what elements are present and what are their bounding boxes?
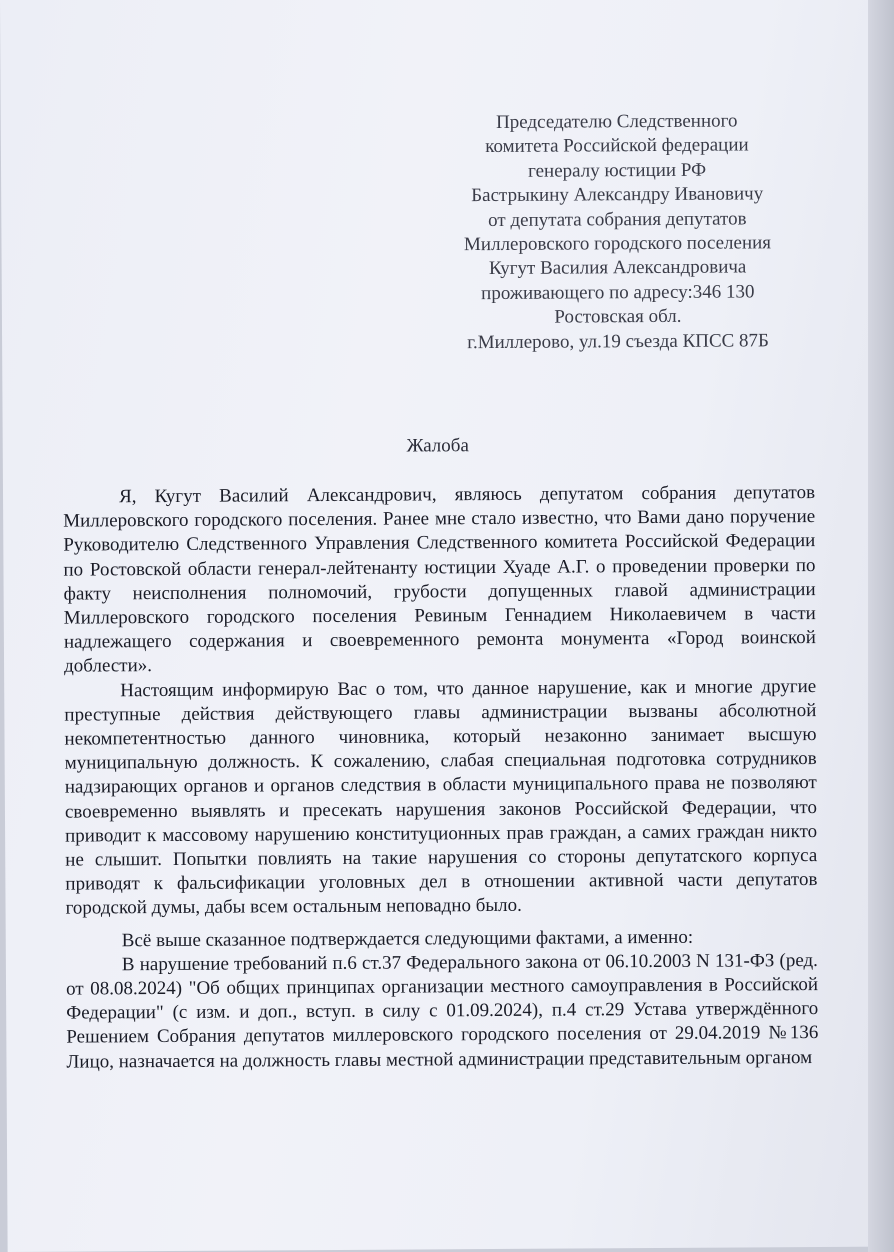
addressee-line: г.Миллерово, ул.19 съезда КПСС 87Б — [467, 329, 770, 353]
addressee-line: Миллеровского городского поселения — [463, 232, 772, 256]
page-edge-shadow — [868, 0, 894, 1252]
addressee-line: Председателю Следственного — [495, 110, 738, 133]
body-paragraph: Настоящим информирую Вас о том, что данное нарушение, как и многие другие преступные действия действующего главы администрации вызваны абсолютной некомпетентностью данного чиновника, который незаконно занимает высшую муниципальную должность. К сожалению, слабая специальная подготовка сотрудников надзирающих органов и органов следствия в области муниципального права не позволяют своевременно выявлять и пресекать нарушения законов Российской Федерации, что приводит к массовому нарушению конституционных прав граждан, а самих граждан никто не слышит. Попытки повлиять на такие нарушения со стороны депутатского корпуса приводят к фальсификации уголовных дел в отношении активной части депутатов городской думы, дабы всем остальным неповадно было. — [64, 675, 818, 920]
body-paragraph: В нарушение требований п.6 ст.37 Федерального закона от 06.10.2003 N 131-ФЗ (ред. от 08.08.2024) "Об общих принципах организации местного самоуправления в Российской Федерации" (с изм. и доп., вступ. в силу с 01.09.2024), п.4 ст.29 Устава утверждённого Решением Собрания депутатов миллеровского городского поселения от 29.04.2019 №136 Лицо, назначается на должность главы местной администрации представительным органом — [65, 949, 819, 1073]
addressee-line: проживающего по адресу:346 130 — [481, 281, 755, 304]
addressee-line: Ростовская обл. — [554, 306, 682, 328]
body-paragraph: Я, Кугут Василий Александрович, являюсь депутатом собрания депутатов Миллеровского городского поселения. Ранее мне стало известно, что Вами дано поручение Руководителю Следственного Управления Следственного комитета Российской Федерации по Ростовской области генерал-лейтенанту юстиции Хуаде А.Г. о проведении проверки по факту неисполнения полномочий, грубости допущенных главой администрации Миллеровского городского поселения Ревиным Геннадием Николаевичем в части надлежащего содержания и своевременного ремонта монумента «Город воинской доблести». — [63, 482, 816, 678]
document-body — [63, 481, 819, 1074]
document-title: Жалоба — [406, 435, 469, 457]
addressee-line: комитета Российской федерации — [485, 134, 749, 158]
addressee-line: Бастрыкину Александру Ивановичу — [471, 183, 764, 207]
addressee-line: генералу юстиции РФ — [527, 159, 707, 182]
addressee-line: от депутата собрания депутатов — [488, 208, 747, 231]
addressee-block — [431, 109, 804, 355]
addressee-line: Кугут Василия Александровича — [488, 256, 747, 280]
body-paragraph: Всё выше сказанное подтверждается следующими фактами, а именно: — [121, 926, 694, 951]
